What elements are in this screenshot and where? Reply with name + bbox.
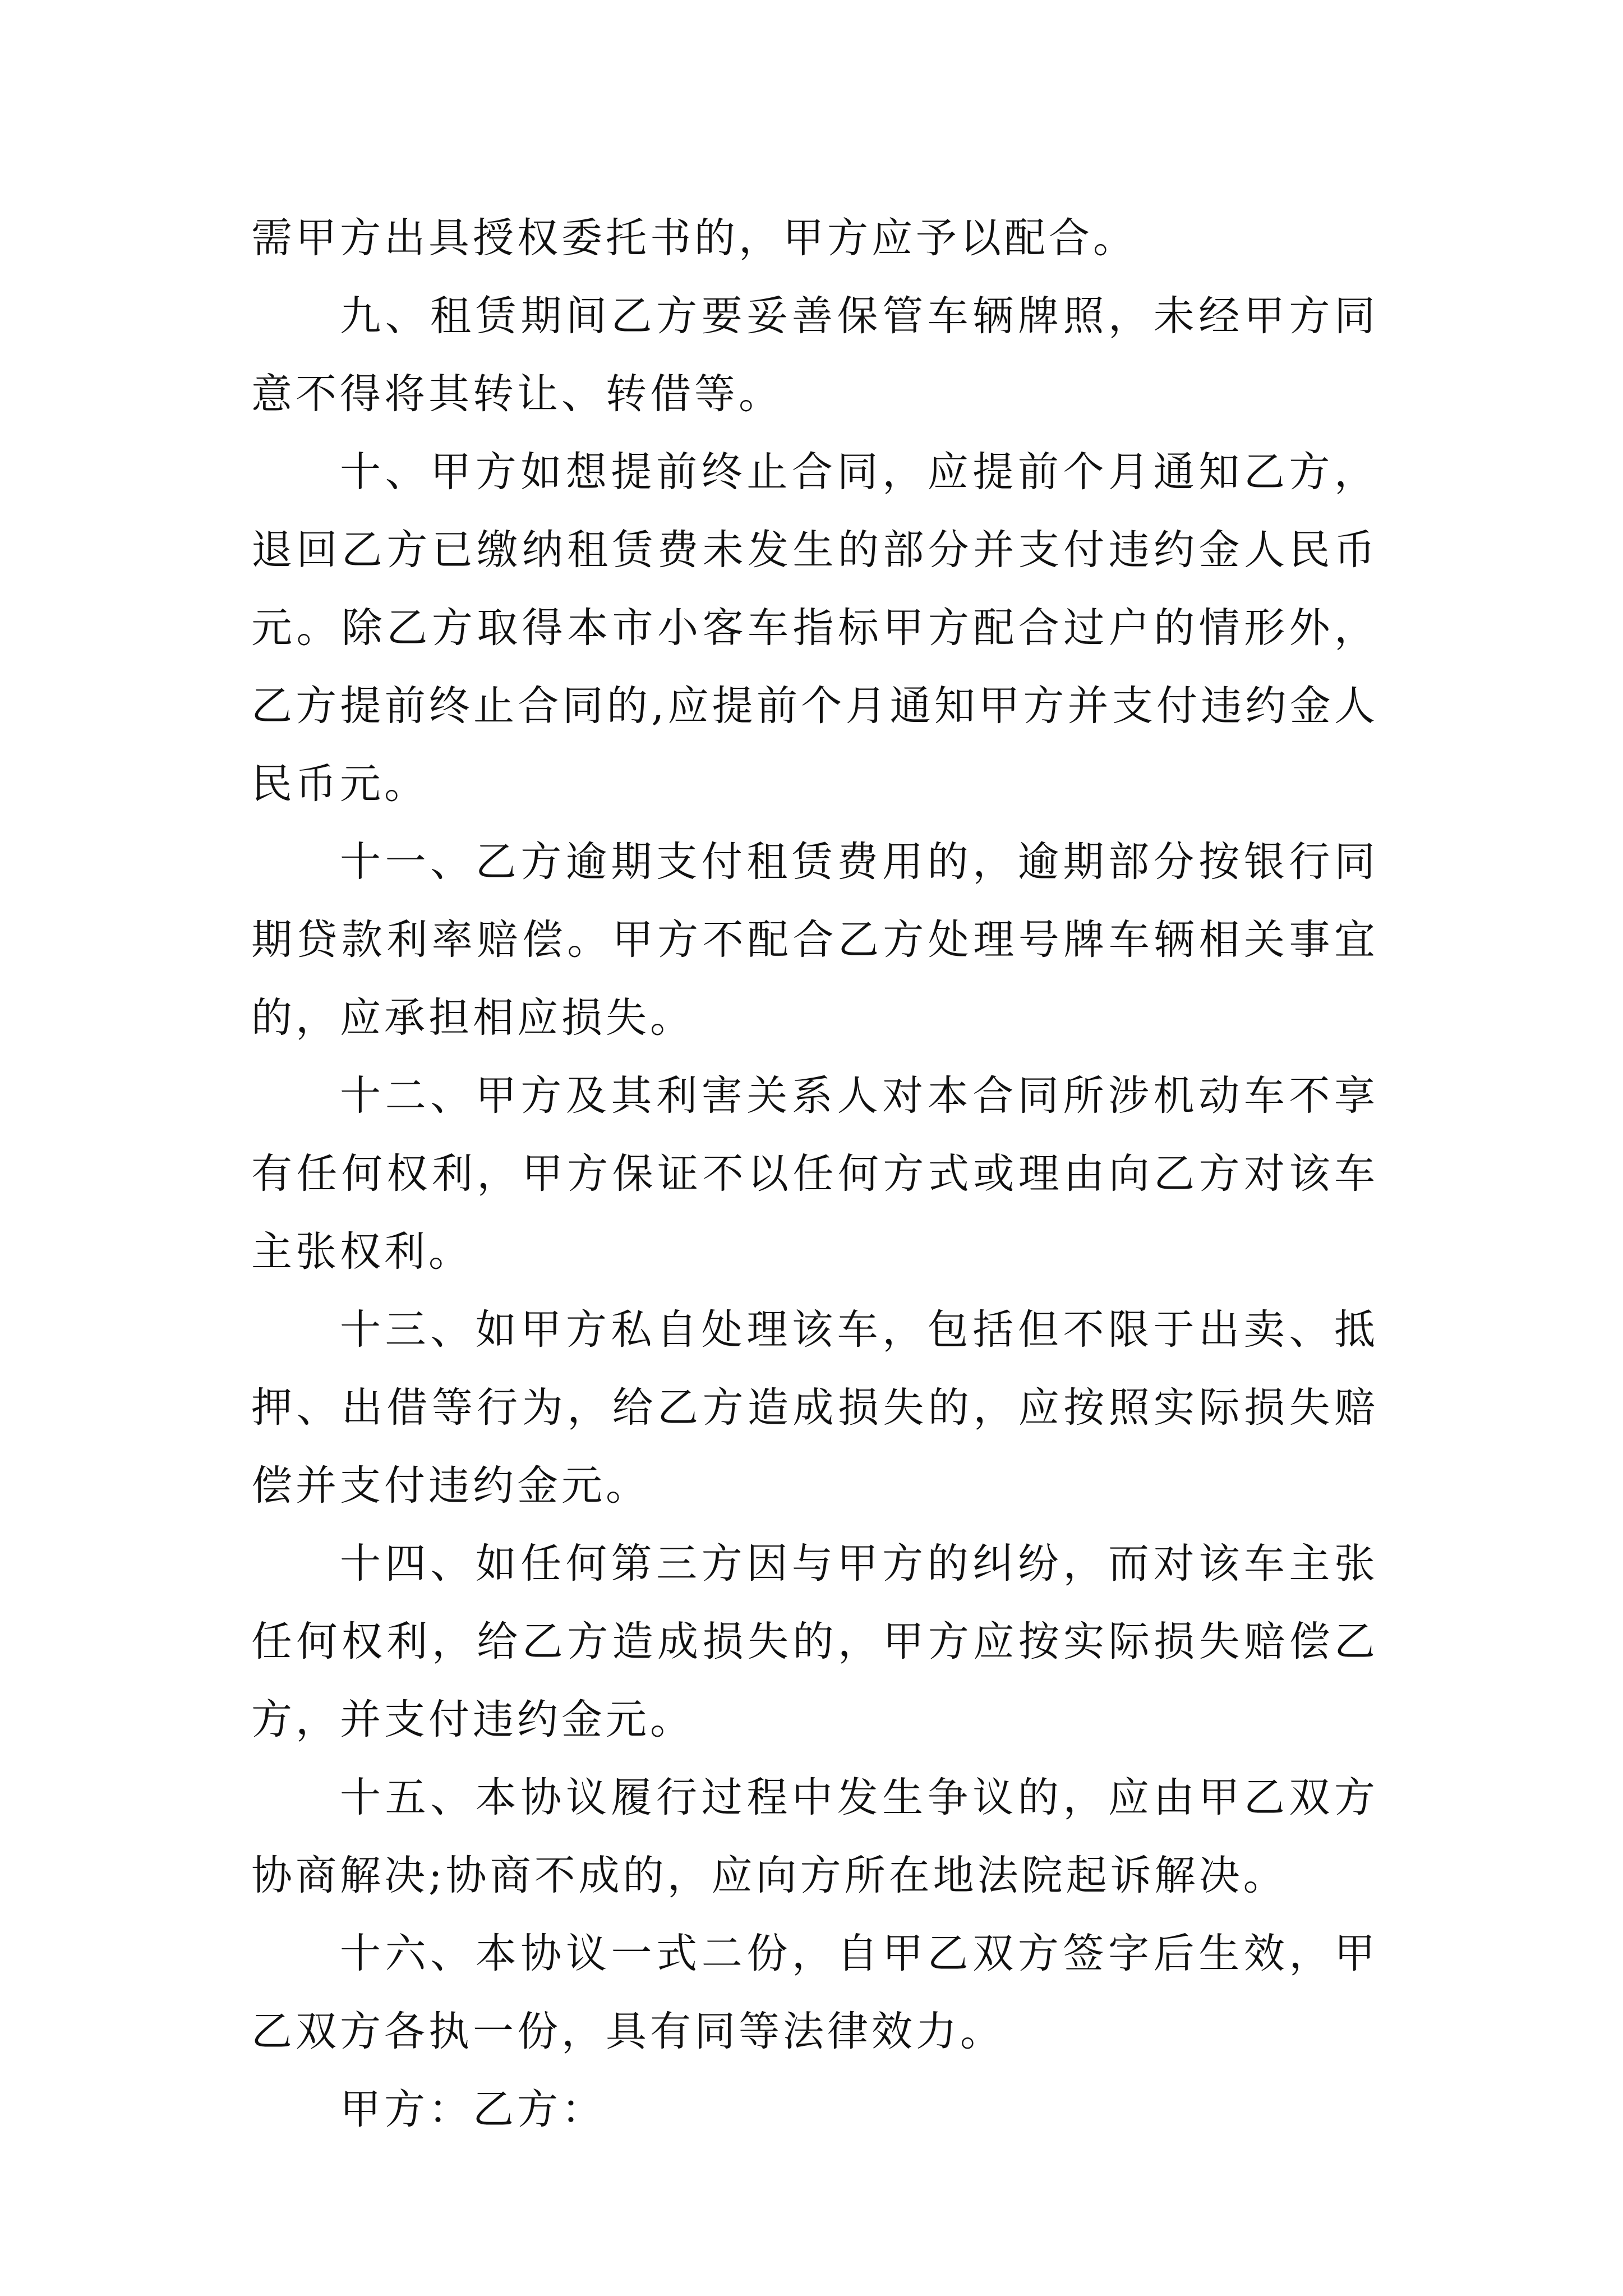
- clause-11: 十一、乙方逾期支付租赁费用的，逾期部分按银行同期贷款利率赔偿。甲方不配合乙方处理号牌车辆相关事宜的，应承担相应损失。: [251, 838, 1378, 1042]
- clause-14: 十四、如任何第三方因与甲方的纠纷，而对该车主张任何权利，给乙方造成损失的，甲方应按实际损失赔偿乙方，并支付违约金元。: [251, 1540, 1378, 1743]
- clause-13: 十三、如甲方私自处理该车，包括但不限于出卖、抵押、出借等行为，给乙方造成损失的，应按照实际损失赔偿并支付违约金元。: [251, 1306, 1378, 1510]
- clause-10: 十、甲方如想提前终止合同，应提前个月通知乙方，退回乙方已缴纳租赁费未发生的部分并支付违约金人民币元。除乙方取得本市小客车指标甲方配合过户的情形外，乙方提前终止合同的,应提前个月通知甲方并支付违约金人民币元。: [251, 448, 1378, 808]
- clause-9: 九、租赁期间乙方要妥善保管车辆牌照，未经甲方同意不得将其转让、转借等。: [251, 292, 1378, 418]
- clause-15: 十五、本协议履行过程中发生争议的，应由甲乙双方协商解决;协商不成的，应向方所在地法院起诉解决。: [251, 1774, 1378, 1899]
- signature-line: 甲方：乙方：: [340, 2086, 606, 2133]
- paragraph-continuation: 需甲方出具授权委托书的，甲方应予以配合。: [251, 214, 1137, 262]
- clause-16: 十六、本协议一式二份，自甲乙双方签字后生效，甲乙双方各执一份，具有同等法律效力。: [251, 1930, 1378, 2055]
- clause-12: 十二、甲方及其利害关系人对本合同所涉机动车不享有任何权利，甲方保证不以任何方式或理由向乙方对该车主张权利。: [251, 1072, 1378, 1276]
- document-body: [251, 199, 1378, 2148]
